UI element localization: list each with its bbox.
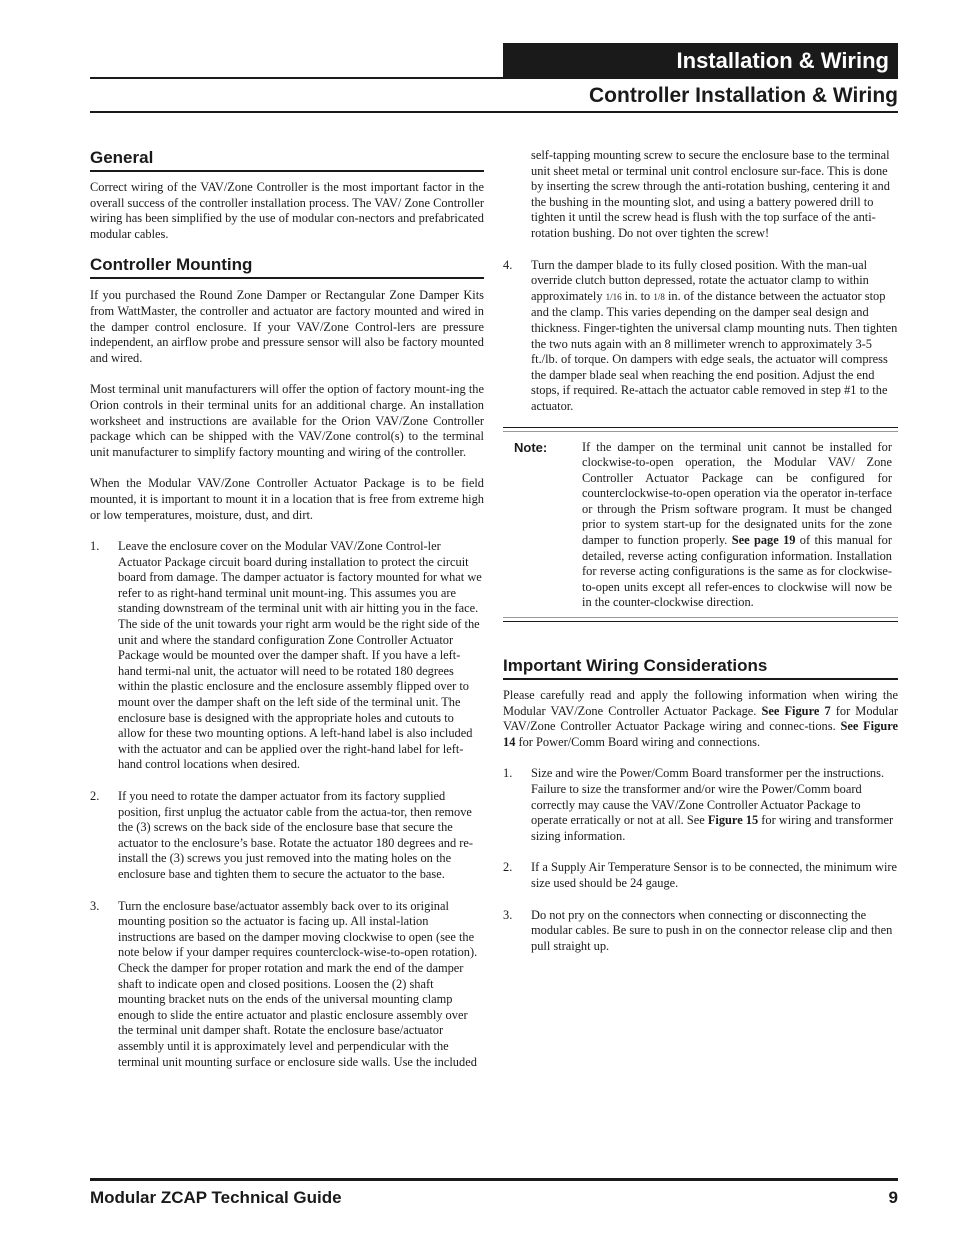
list-number: 1.	[90, 539, 100, 554]
wiring-heading: Important Wiring Considerations	[503, 656, 898, 680]
list-item	[90, 789, 484, 883]
list-item	[503, 860, 898, 891]
list-item	[90, 539, 484, 773]
header-rule-bottom	[90, 111, 898, 113]
header-rule-top	[90, 77, 898, 79]
mounting-paragraph-3: When the Modular VAV/Zone Controller Actuator Package is to be field mounted, it is important to mount it in a location that is free from extreme high or low temperatures, moisture, dust, and dirt.	[90, 476, 484, 522]
left-column	[90, 148, 484, 1070]
list-text: Turn the enclosure base/actuator assembly back over to its original mounting position so the actuator is facing up. All instal-lation instructions are based on the damper moving clockwise to open (see the note below if your damper requires counterclock-wise-to-open rotation). Check the damper for proper rotation and mark the end of the damper shaft to indicate open and closed positions. Loosen the (2) shaft mounting bracket nuts on the ends of the universal mounting clamp enough to slide the entire actuator and plastic enclosure assembly over the terminal unit damper shaft. Rotate the enclosure base/actuator assembly until it is approximately level and perpendicular with the terminal unit mounting surface or enclosure side walls. Use the included	[118, 898, 478, 1069]
list-number: 3.	[90, 898, 100, 913]
figure-14-reference: See Figure 14	[503, 719, 898, 749]
mounting-heading: Controller Mounting	[90, 255, 484, 279]
general-heading: General	[90, 148, 484, 172]
figure-15-reference: Figure 15	[707, 813, 759, 828]
fraction-eighth: 1/8	[653, 291, 665, 302]
list-number: 2.	[503, 860, 513, 875]
list-text: Turn the damper blade to its fully closed position. With the man-ual override clutch button depressed, rotate the actuator clamp to within approximately 1/16 in. to 1/8 in. of the distance between the actuator stop and the clamp. This varies depending on the damper seal design and thickness. Finger-tighten the universal clamp mounting nuts. Then tighten the two nuts again with an 8 millimeter wrench to approximately 3-5 ft./lb. of torque. On dampers with edge seals, the actuator will compress the damper blade seal when reaching the end position. Adjust the end stops, if required. Re-attach the actuator cable removed in step #1 to the actuator.	[531, 257, 898, 413]
list-item	[503, 766, 898, 844]
list-text: If a Supply Air Temperature Sensor is to be connected, the minimum wire size used should be 24 gauge.	[531, 860, 898, 890]
figure-7-reference: See Figure 7	[761, 703, 831, 718]
footer-rule	[90, 1178, 898, 1181]
mounting-paragraph-1: If you purchased the Round Zone Damper or Rectangular Zone Damper Kits from WattMaster, the controller and actuator are factory mounted and wired in the damper control enclosure. If your VAV/Zone Control-lers are pressure independent, an airflow probe and pressure sensor will also be factory mounted and wired.	[90, 288, 484, 365]
list-text: Size and wire the Power/Comm Board transformer per the instructions. Failure to size the transformer and/or wire the Power/Comm board correctly may cause the VAV/Zone Controller Actuator Package to operate erratically or not at all. See Figure 15 for wiring and transformer sizing information.	[531, 766, 894, 843]
list-item	[90, 899, 484, 1071]
note-label: Note:	[514, 439, 548, 455]
list-number: 2.	[90, 789, 100, 803]
footer-title: Modular ZCAP Technical Guide	[90, 1188, 342, 1207]
right-column	[503, 148, 898, 954]
mounting-steps	[90, 539, 484, 1070]
list-item-continued	[503, 148, 898, 242]
list-text: self-tapping mounting screw to secure the enclosure base to the terminal unit sheet metal or terminal unit control enclosure sur-face. This is done by inserting the screw through the anti-rotation bushing, centering it and the bushing in the mounting slot, and using a battery powered drill to tighten it until the screw head is flush with the top surface of the anti-rotation bushing. Do not over tighten the screw!	[531, 148, 890, 240]
fraction-sixteenth: 1/16	[605, 291, 622, 302]
note-text: If the damper on the terminal unit cannot be installed for clockwise-to-open operation, the Modular VAV/ Zone Controller Actuator Package can be configured for counterclockwise-to-open operation via the operator in-terface or through the Prism software program. It must be changed prior to system start-up for the designated units for the zone damper to function properly. See page 19 of this manual for detailed, reverse acting configuration information. Installation for reverse acting configurations is the same as for clockwise-to-open units except all refer-ences to clockwise will now be in the counter-clockwise direction.	[582, 439, 892, 610]
page-subtitle: Controller Installation & Wiring	[589, 84, 898, 107]
list-item	[503, 908, 898, 955]
note-page-reference: See page 19	[731, 533, 796, 548]
list-item	[503, 258, 898, 415]
list-text: If you need to rotate the damper actuator from its factory supplied position, first unplug the actuator cable from the actua-tor, then remove the (3) screws on the back side of the enclosure base that secure the actuator to the enclosure’s base. Rotate the actuator 180 degrees and re-install the (3) screws you just removed into the mating holes on the enclosure base and tighten them to secure the actuator to the base.	[118, 789, 474, 881]
page-number: 9	[888, 1188, 898, 1207]
wiring-steps	[503, 766, 898, 954]
general-paragraph: Correct wiring of the VAV/Zone Controller is the most important factor in the overall success of the controller installation process. The VAV/ Zone Controller wiring has been simplified by the use of modular con-nectors and prefabricated modular cables.	[90, 180, 484, 241]
list-number: 3.	[503, 907, 513, 922]
section-band-title: Installation & Wiring	[503, 43, 898, 78]
note-box	[503, 427, 898, 623]
list-number: 1.	[503, 766, 513, 781]
wiring-paragraph: Please carefully read and apply the following information when wiring the Modular VAV/Zone Controller Actuator Package. See Figure 7 for Modular VAV/Zone Controller Actuator Package wiring and connec-tions. See Figure 14 for Power/Comm Board wiring and connections.	[503, 688, 898, 749]
list-number: 4.	[503, 257, 513, 272]
list-text: Leave the enclosure cover on the Modular VAV/Zone Control-ler Actuator Package circuit board during installation to protect the circuit board from damage. The damper actuator is factory mounted for what we refer to as right-hand terminal unit mount-ing. This assumes you are standing downstream of the terminal unit with air hitting you in the face. The side of the unit towards your right arm would be the right side of the unit and where the standard configuration Zone Controller Actuator Package would be mounted over the damper shaft. If you have a left-hand termi-nal unit, the actuator will need to be rotated 180 degrees within the plastic enclosure and the enclosure assembly flipped over to mount over the damper shaft on the left side of the terminal unit. The enclosure base is designed with the appropriate holes and cutouts to allow for these two mounting options. A left-hand label is also included with the actuator and can be applied over the right-hand label for left-hand control locations when desired.	[118, 539, 482, 772]
list-text: Do not pry on the connectors when connecting or disconnecting the modular cables. Be sure to push in on the connector release clip and then pull straight up.	[531, 907, 893, 953]
mounting-paragraph-2: Most terminal unit manufacturers will offer the option of factory mount-ing the Orion controls in their terminal units for an additional charge. An installation worksheet and instructions are available for the Orion VAV/Zone Controller package which can be shipped with the VAV/Zone control(s) to the terminal unit manufacturer to simplify factory mounting and wiring of the controller.	[90, 382, 484, 459]
